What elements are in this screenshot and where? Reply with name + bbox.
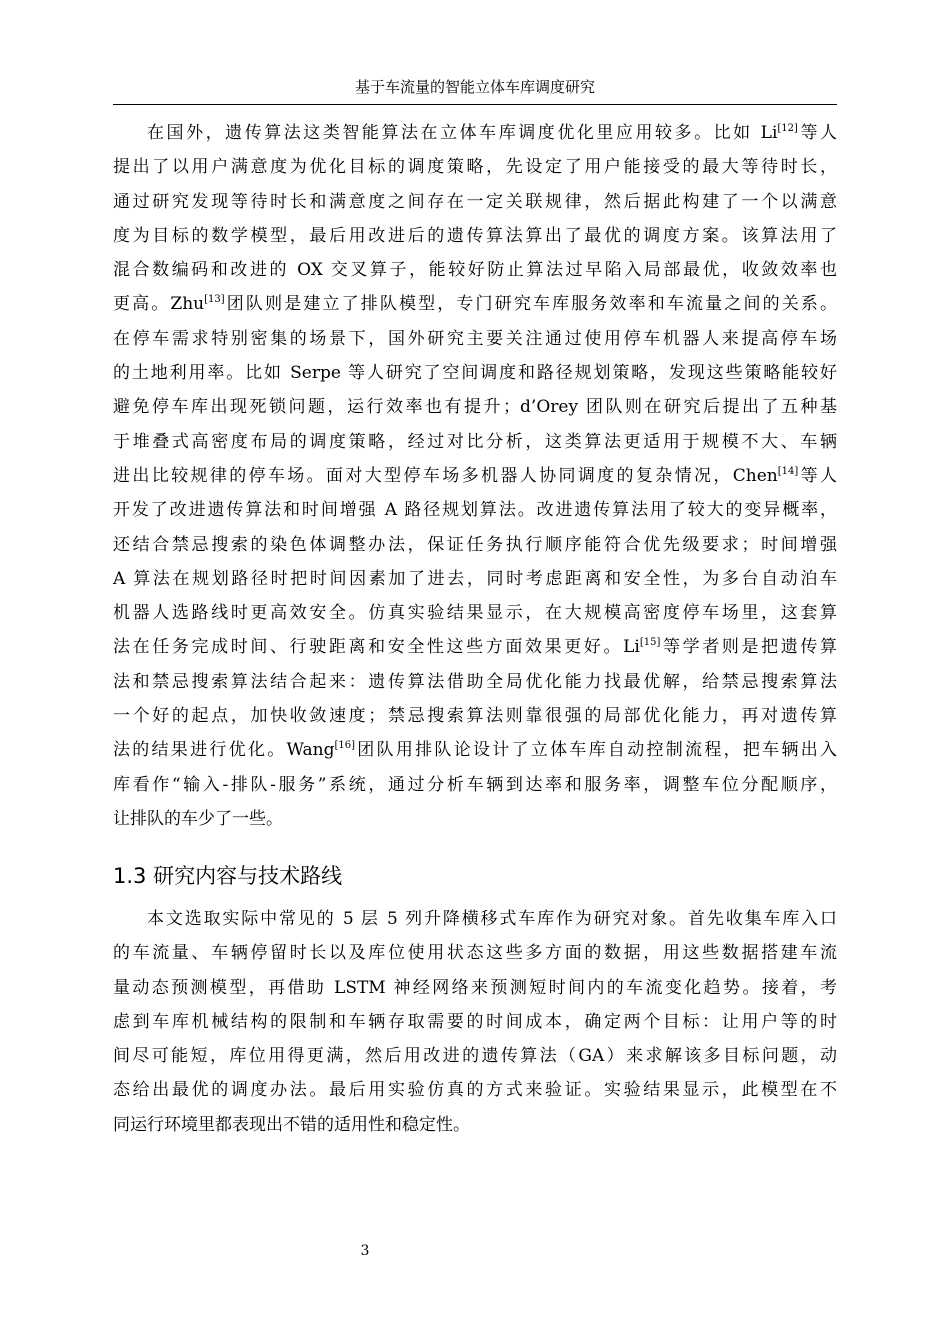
line-text: 法在任务完成时间、行驶距离和安全性这些方面效果更好。Li: [113, 637, 640, 658]
text-line: [113, 322, 837, 356]
text-line: [113, 1005, 837, 1039]
text-line: [113, 459, 837, 493]
line-text: 开发了改进遗传算法和时间增强 A 路径规划算法。改进遗传算法用了较大的变异概率，: [113, 500, 837, 521]
citation-ref: [14]: [777, 465, 799, 477]
line-text: 还结合禁忌搜索的染色体调整办法，保证任务执行顺序能符合优先级要求；时间增强: [113, 534, 837, 555]
text-line: [113, 287, 837, 321]
line-text: 团队用排队论设计了立体车库自动控制流程，把车辆出入: [355, 740, 837, 761]
line-text: 态给出最优的调度办法。最后用实验仿真的方式来验证。实验结果显示，此模型在不: [113, 1080, 837, 1101]
line-text: 在国外，遗传算法这类智能算法在立体车库调度优化里应用较多。比如 Li: [147, 123, 778, 143]
text-line: [113, 185, 837, 219]
page-number: 3: [360, 1243, 370, 1259]
citation-ref: [16]: [334, 740, 356, 752]
line-text: 法的结果进行优化。Wang: [113, 740, 335, 761]
text-line: [113, 528, 837, 562]
line-text: 库看作“输入-排队-服务”系统，通过分析车辆到达率和服务率，调整车位分配顺序，: [113, 774, 837, 795]
line-text: 一个好的起点，加快收敛速度；禁忌搜索算法则靠很强的局部优化能力，再对遗传算: [113, 706, 837, 727]
line-text: 进出比较规律的停车场。面对大型停车场多机器人协同调度的复杂情况，Chen: [113, 465, 778, 486]
text-line: [113, 562, 837, 596]
text-line: [113, 699, 837, 733]
line-text: 更高。Zhu: [113, 294, 205, 315]
text-line: [113, 1039, 837, 1073]
line-text: 同运行环境里都表现出不错的适用性和稳定性。: [113, 1114, 470, 1135]
text-line: [113, 802, 837, 836]
text-line: [113, 219, 837, 253]
text-line: [113, 902, 837, 936]
line-text: 于堆叠式高密度布局的调度策略，经过对比分析，这类算法更适用于规模不大、车辆: [113, 431, 837, 452]
line-text: 间尽可能短，库位用得更满，然后用改进的遗传算法（GA）来求解该多目标问题，动: [113, 1046, 837, 1067]
line-text: 的车流量、车辆停留时长以及库位使用状态这些多方面的数据，用这些数据搭建车流: [113, 943, 837, 964]
text-line: [113, 630, 837, 664]
body-paragraph-foreign-research: [113, 116, 837, 836]
citation-ref: [15]: [639, 637, 661, 649]
line-text: 团队则是建立了排队模型，专门研究车库服务效率和车流量之间的关系。: [224, 294, 837, 315]
line-text: 等人: [798, 465, 838, 486]
text-line: [113, 596, 837, 630]
text-line: [113, 1073, 837, 1107]
line-text: 混合数编码和改进的 OX 交叉算子，能较好防止算法过早陷入局部最优，收敛效率也: [113, 260, 837, 281]
text-line: [113, 116, 837, 150]
line-text: 法和禁忌搜索算法结合起来：遗传算法借助全局优化能力找最优解，给禁忌搜索算法: [113, 671, 837, 692]
text-line: [113, 150, 837, 184]
text-line: [113, 390, 837, 424]
line-text: 的土地利用率。比如 Serpe 等人研究了空间调度和路径规划策略，发现这些策略能较好: [113, 363, 837, 384]
section-heading: 1.3 研究内容与技术路线: [113, 864, 343, 888]
text-line: [113, 936, 837, 970]
citation-ref: [12]: [777, 123, 798, 134]
text-line: [113, 253, 837, 287]
line-text: 等学者则是把遗传算: [660, 637, 837, 658]
line-text: 量动态预测模型，再借助 LSTM 神经网络来预测短时间内的车流变化趋势。接着，考: [113, 977, 837, 998]
text-line: [113, 493, 837, 527]
line-text: 避免停车库出现死锁问题，运行效率也有提升；d’Orey 团队则在研究后提出了五种基: [113, 397, 837, 418]
citation-ref: [13]: [204, 294, 225, 306]
text-line: [113, 1108, 837, 1142]
text-line: [113, 733, 837, 767]
line-text: A 算法在规划路径时把时间因素加了进去，同时考虑距离和安全性，为多台自动泊车: [113, 568, 837, 589]
line-text: 提出了以用户满意度为优化目标的调度策略，先设定了用户能接受的最大等待时长，: [113, 157, 837, 178]
line-text: 在停车需求特别密集的场景下，国外研究主要关注通过使用停车机器人来提高停车场: [113, 328, 837, 349]
body-paragraph-research-content: [113, 902, 837, 1142]
line-text: 虑到车库机械结构的限制和车辆存取需要的时间成本，确定两个目标：让用户等的时: [113, 1011, 837, 1032]
text-line: [113, 665, 837, 699]
line-text: 度为目标的数学模型，最后用改进后的遗传算法算出了最优的调度方案。该算法用了: [113, 225, 837, 246]
line-text: 等人: [797, 123, 837, 143]
text-line: [113, 425, 837, 459]
line-text: 通过研究发现等待时长和满意度之间存在一定关联规律，然后据此构建了一个以满意: [113, 191, 837, 212]
line-text: 让排队的车少了一些。: [113, 808, 283, 829]
text-line: [113, 356, 837, 390]
line-text: 本文选取实际中常见的 5 层 5 列升降横移式车库作为研究对象。首先收集车库入口: [147, 909, 837, 929]
line-text: 机器人选路线时更高效安全。仿真实验结果显示，在大规模高密度停车场里，这套算: [113, 603, 837, 624]
text-line: [113, 971, 837, 1005]
header-rule: [113, 104, 837, 105]
text-line: [113, 768, 837, 802]
running-header: 基于车流量的智能立体车库调度研究: [354, 78, 595, 96]
